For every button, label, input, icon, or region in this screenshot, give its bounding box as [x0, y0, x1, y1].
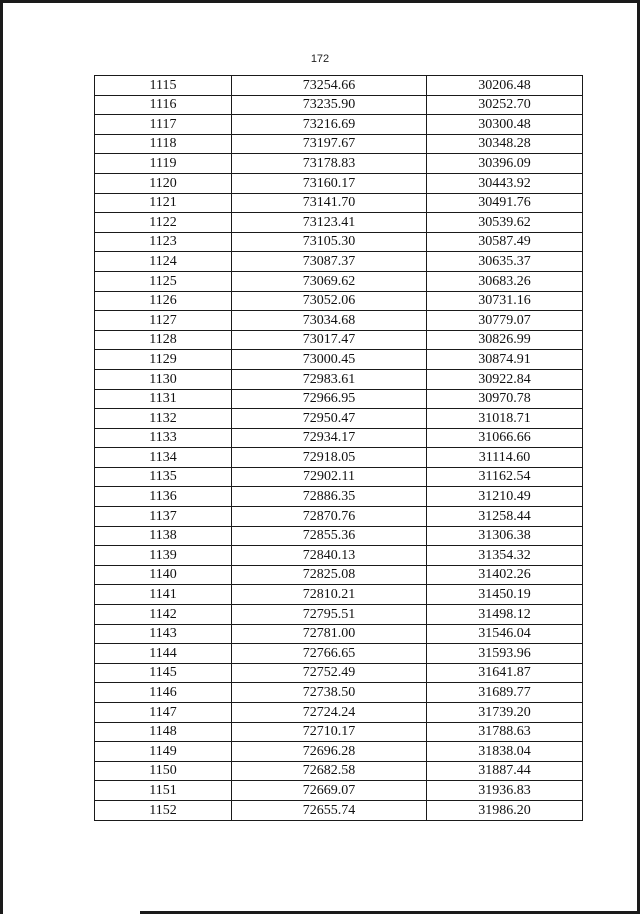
y-coordinate-cell: 30348.28 — [427, 134, 583, 154]
table-row — [95, 330, 583, 350]
point-id-cell: 1152 — [95, 800, 232, 820]
x-coordinate-cell: 72918.05 — [232, 448, 427, 468]
point-id-cell: 1150 — [95, 761, 232, 781]
point-id-cell: 1133 — [95, 428, 232, 448]
point-id-cell: 1125 — [95, 271, 232, 291]
table-row — [95, 76, 583, 96]
point-id-cell: 1149 — [95, 742, 232, 762]
x-coordinate-cell: 73105.30 — [232, 232, 427, 252]
y-coordinate-cell: 31210.49 — [427, 487, 583, 507]
y-coordinate-cell: 30443.92 — [427, 173, 583, 193]
x-coordinate-cell: 72696.28 — [232, 742, 427, 762]
point-id-cell: 1132 — [95, 409, 232, 429]
x-coordinate-cell: 72983.61 — [232, 369, 427, 389]
table-row — [95, 271, 583, 291]
point-id-cell: 1151 — [95, 781, 232, 801]
y-coordinate-cell: 31498.12 — [427, 605, 583, 625]
x-coordinate-cell: 73069.62 — [232, 271, 427, 291]
y-coordinate-cell: 30396.09 — [427, 154, 583, 174]
x-coordinate-cell: 72655.74 — [232, 800, 427, 820]
x-coordinate-cell: 73197.67 — [232, 134, 427, 154]
y-coordinate-cell: 31641.87 — [427, 663, 583, 683]
point-id-cell: 1142 — [95, 605, 232, 625]
table-row — [95, 213, 583, 233]
y-coordinate-cell: 31986.20 — [427, 800, 583, 820]
x-coordinate-cell: 72934.17 — [232, 428, 427, 448]
y-coordinate-cell: 31162.54 — [427, 467, 583, 487]
point-id-cell: 1137 — [95, 507, 232, 527]
table-row — [95, 507, 583, 527]
x-coordinate-cell: 72752.49 — [232, 663, 427, 683]
point-id-cell: 1146 — [95, 683, 232, 703]
point-id-cell: 1126 — [95, 291, 232, 311]
y-coordinate-cell: 31739.20 — [427, 703, 583, 723]
x-coordinate-cell: 72682.58 — [232, 761, 427, 781]
point-id-cell: 1117 — [95, 115, 232, 135]
point-id-cell: 1121 — [95, 193, 232, 213]
point-id-cell: 1148 — [95, 722, 232, 742]
table-row — [95, 369, 583, 389]
table-row — [95, 311, 583, 331]
point-id-cell: 1122 — [95, 213, 232, 233]
y-coordinate-cell: 30252.70 — [427, 95, 583, 115]
y-coordinate-cell: 31258.44 — [427, 507, 583, 527]
x-coordinate-cell: 72738.50 — [232, 683, 427, 703]
y-coordinate-cell: 31546.04 — [427, 624, 583, 644]
y-coordinate-cell: 30587.49 — [427, 232, 583, 252]
table-row — [95, 624, 583, 644]
x-coordinate-cell: 72810.21 — [232, 585, 427, 605]
point-id-cell: 1147 — [95, 703, 232, 723]
table-row — [95, 585, 583, 605]
y-coordinate-cell: 30491.76 — [427, 193, 583, 213]
table-row — [95, 761, 583, 781]
x-coordinate-cell: 72669.07 — [232, 781, 427, 801]
y-coordinate-cell: 31788.63 — [427, 722, 583, 742]
x-coordinate-cell: 72840.13 — [232, 546, 427, 566]
point-id-cell: 1141 — [95, 585, 232, 605]
table-row — [95, 781, 583, 801]
x-coordinate-cell: 73087.37 — [232, 252, 427, 272]
table-row — [95, 134, 583, 154]
y-coordinate-cell: 30300.48 — [427, 115, 583, 135]
y-coordinate-cell: 31018.71 — [427, 409, 583, 429]
table-row — [95, 350, 583, 370]
point-id-cell: 1130 — [95, 369, 232, 389]
point-id-cell: 1139 — [95, 546, 232, 566]
y-coordinate-cell: 30826.99 — [427, 330, 583, 350]
x-coordinate-cell: 73178.83 — [232, 154, 427, 174]
scan-border-left — [0, 0, 3, 914]
x-coordinate-cell: 72781.00 — [232, 624, 427, 644]
x-coordinate-cell: 73235.90 — [232, 95, 427, 115]
point-id-cell: 1124 — [95, 252, 232, 272]
x-coordinate-cell: 73052.06 — [232, 291, 427, 311]
table-row — [95, 605, 583, 625]
x-coordinate-cell: 73123.41 — [232, 213, 427, 233]
y-coordinate-cell: 31066.66 — [427, 428, 583, 448]
point-id-cell: 1144 — [95, 644, 232, 664]
table-row — [95, 800, 583, 820]
table-row — [95, 252, 583, 272]
y-coordinate-cell: 31354.32 — [427, 546, 583, 566]
table-row — [95, 546, 583, 566]
table-row — [95, 232, 583, 252]
y-coordinate-cell: 31593.96 — [427, 644, 583, 664]
point-id-cell: 1115 — [95, 76, 232, 96]
y-coordinate-cell: 31450.19 — [427, 585, 583, 605]
x-coordinate-cell: 72855.36 — [232, 526, 427, 546]
table-row — [95, 115, 583, 135]
x-coordinate-cell: 72766.65 — [232, 644, 427, 664]
point-id-cell: 1134 — [95, 448, 232, 468]
point-id-cell: 1119 — [95, 154, 232, 174]
y-coordinate-cell: 31936.83 — [427, 781, 583, 801]
table-row — [95, 95, 583, 115]
point-id-cell: 1129 — [95, 350, 232, 370]
y-coordinate-cell: 31114.60 — [427, 448, 583, 468]
y-coordinate-cell: 31402.26 — [427, 565, 583, 585]
scan-border-top — [0, 0, 640, 3]
y-coordinate-cell: 30206.48 — [427, 76, 583, 96]
table-row — [95, 291, 583, 311]
x-coordinate-cell: 73141.70 — [232, 193, 427, 213]
table-row — [95, 663, 583, 683]
table-row — [95, 409, 583, 429]
y-coordinate-cell: 31838.04 — [427, 742, 583, 762]
x-coordinate-cell: 72710.17 — [232, 722, 427, 742]
table-row — [95, 683, 583, 703]
x-coordinate-cell: 73254.66 — [232, 76, 427, 96]
page-number: 172 — [310, 53, 330, 65]
table-row — [95, 703, 583, 723]
point-id-cell: 1140 — [95, 565, 232, 585]
point-id-cell: 1136 — [95, 487, 232, 507]
x-coordinate-cell: 72825.08 — [232, 565, 427, 585]
x-coordinate-cell: 72902.11 — [232, 467, 427, 487]
table-row — [95, 565, 583, 585]
coordinate-table-body — [95, 76, 583, 821]
table-row — [95, 389, 583, 409]
y-coordinate-cell: 30874.91 — [427, 350, 583, 370]
table-row — [95, 467, 583, 487]
point-id-cell: 1120 — [95, 173, 232, 193]
y-coordinate-cell: 30922.84 — [427, 369, 583, 389]
y-coordinate-cell: 30539.62 — [427, 213, 583, 233]
x-coordinate-cell: 72950.47 — [232, 409, 427, 429]
point-id-cell: 1127 — [95, 311, 232, 331]
y-coordinate-cell: 31306.38 — [427, 526, 583, 546]
y-coordinate-cell: 30779.07 — [427, 311, 583, 331]
point-id-cell: 1123 — [95, 232, 232, 252]
y-coordinate-cell: 30731.16 — [427, 291, 583, 311]
table-row — [95, 193, 583, 213]
x-coordinate-cell: 73216.69 — [232, 115, 427, 135]
point-id-cell: 1131 — [95, 389, 232, 409]
point-id-cell: 1118 — [95, 134, 232, 154]
y-coordinate-cell: 31689.77 — [427, 683, 583, 703]
x-coordinate-cell: 72886.35 — [232, 487, 427, 507]
point-id-cell: 1143 — [95, 624, 232, 644]
point-id-cell: 1135 — [95, 467, 232, 487]
table-row — [95, 428, 583, 448]
table-row — [95, 487, 583, 507]
table-row — [95, 722, 583, 742]
point-id-cell: 1138 — [95, 526, 232, 546]
y-coordinate-cell: 30970.78 — [427, 389, 583, 409]
x-coordinate-cell: 73000.45 — [232, 350, 427, 370]
table-row — [95, 526, 583, 546]
table-row — [95, 173, 583, 193]
coordinate-table — [94, 75, 583, 821]
table-row — [95, 742, 583, 762]
y-coordinate-cell: 30635.37 — [427, 252, 583, 272]
table-row — [95, 448, 583, 468]
point-id-cell: 1128 — [95, 330, 232, 350]
y-coordinate-cell: 31887.44 — [427, 761, 583, 781]
x-coordinate-cell: 72724.24 — [232, 703, 427, 723]
x-coordinate-cell: 72795.51 — [232, 605, 427, 625]
table-row — [95, 154, 583, 174]
y-coordinate-cell: 30683.26 — [427, 271, 583, 291]
point-id-cell: 1145 — [95, 663, 232, 683]
x-coordinate-cell: 72870.76 — [232, 507, 427, 527]
x-coordinate-cell: 72966.95 — [232, 389, 427, 409]
table-row — [95, 644, 583, 664]
x-coordinate-cell: 73160.17 — [232, 173, 427, 193]
x-coordinate-cell: 73017.47 — [232, 330, 427, 350]
x-coordinate-cell: 73034.68 — [232, 311, 427, 331]
point-id-cell: 1116 — [95, 95, 232, 115]
